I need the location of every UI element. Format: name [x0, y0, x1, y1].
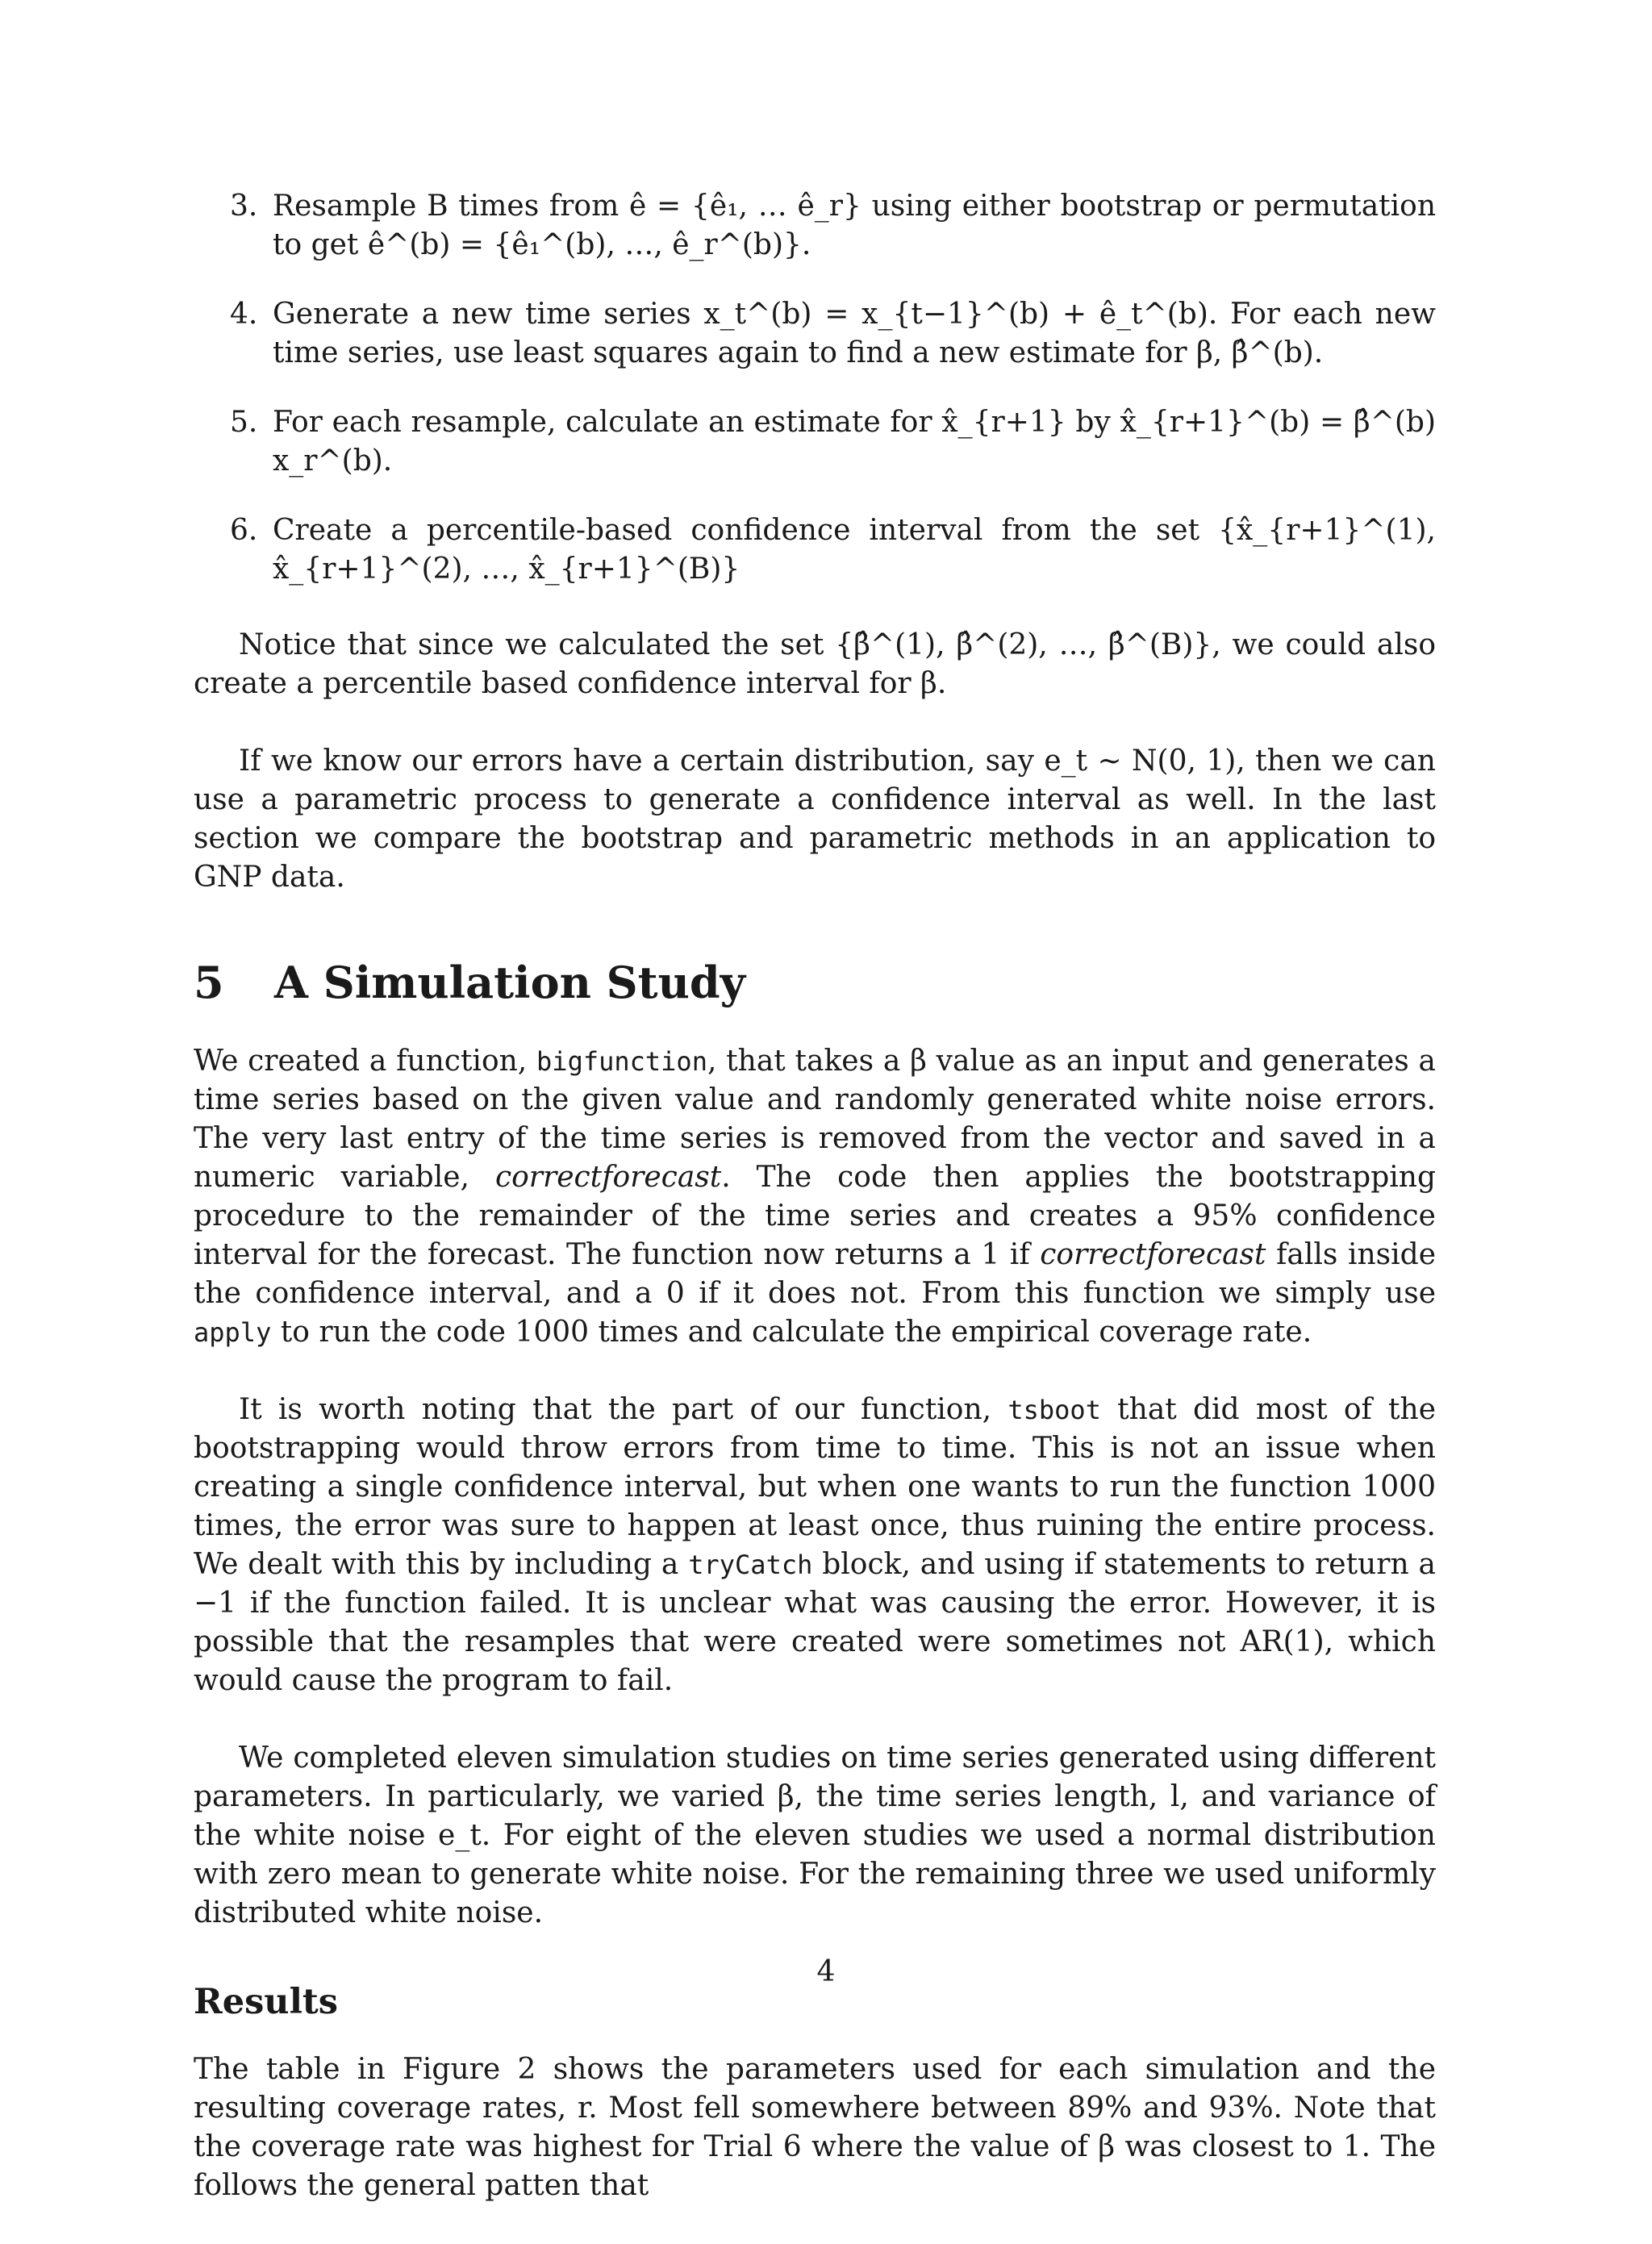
paragraph-results: The table in Figure 2 shows the parameters used for each simulation and the resulting coverage rates, r. Most fell somewhere between 89% and 93%. Note that the coverage rate was highest for Trial 6 where the value of β was closest to 1. The follows the general patten that [194, 2053, 1436, 2202]
subsection-heading: Results [194, 1982, 338, 2022]
text-run: We created a function, [194, 1045, 537, 1078]
list-item-number: 4. [230, 298, 258, 331]
list-item [194, 403, 1436, 481]
emph-correctforecast: correctforecast [494, 1161, 722, 1194]
code-tsboot: tsboot [1007, 1395, 1101, 1425]
text-run: block, and using if statements to return a −1 if the function failed. It is unclear what was causing the error. However, it is possible that the resamples that were created were sometimes not AR(1), which would cause the program to fail. [194, 1548, 1436, 1697]
page-number: 4 [816, 1955, 836, 1988]
text-run: , that takes a β value as an input and generates a time series based on the given value and randomly generated white noise errors. The very last entry of the time series is removed from the vector and saved in a numeric variable, [194, 1045, 1436, 1194]
text-run: falls inside the confidence interval, and a 0 if it does not. From this function we simply use [194, 1238, 1436, 1310]
section-number: 5 [194, 957, 224, 1008]
list-item-text: Resample B times from ê = {ê₁, … ê_r} using either bootstrap or permutation to get ê^(b) = {ê₁^(b), …, ê_r^(b)}. [273, 190, 1436, 261]
code-trycatch: tryCatch [688, 1550, 813, 1580]
code-apply: apply [194, 1317, 272, 1348]
paragraph-bigfunction [194, 1042, 1436, 1352]
list-item-number: 3. [230, 190, 258, 223]
list-item [194, 187, 1436, 265]
list-item-text: Generate a new time series x_t^(b) = x_{t−1}^(b) + ê_t^(b). For each new time series, use least squares again to find a new estimate for β, β̂^(b). [273, 298, 1436, 369]
text-run: . The code then applies the bootstrapping procedure to the remainder of the time series and creates a 95% confidence interval for the forecast. The function now returns a 1 if [194, 1161, 1436, 1271]
list-item-text: Create a percentile-based confidence interval from the set {x̂_{r+1}^(1), x̂_{r+1}^(2), …, x̂_{r+1}^(B)} [273, 514, 1436, 586]
section-title: A Simulation Study [274, 957, 745, 1008]
page-body [194, 187, 1436, 2244]
paragraph-tsboot [194, 1391, 1436, 1700]
text-run: that did most of the bootstrapping would throw errors from time to time. This is not an issue when creating a single confidence interval, but when one wants to run the function 1000 times, the error was sure to happen at least once, thus ruining the entire process. We dealt with this by including a [194, 1393, 1437, 1581]
list-item-number: 6. [230, 514, 258, 547]
list-item-text: For each resample, calculate an estimate for x̂_{r+1} by x̂_{r+1}^(b) = β̂^(b) x_r^(b). [273, 406, 1436, 478]
text-run: to run the code 1000 times and calculate the empirical coverage rate. [271, 1316, 1312, 1349]
paragraph-notice: Notice that since we calculated the set {β̂^(1), β̂^(2), …, β̂^(B)}, we could also create a percentile based confidence interval for β. [194, 628, 1436, 700]
paragraph-eleven-studies: We completed eleven simulation studies on time series generated using different parameters. In particularly, we varied β, the time series length, l, and variance of the white noise e_t. For eight of the eleven studies we used a normal distribution with zero mean to generate white noise. For the remaining three we used uniformly distributed white noise. [194, 1741, 1436, 1929]
emph-correctforecast: correctforecast [1040, 1238, 1266, 1271]
text-run: It is worth noting that the part of our function, [239, 1393, 1008, 1426]
list-item-number: 5. [230, 406, 258, 439]
procedure-list [194, 187, 1436, 589]
code-bigfunction: bigfunction [536, 1046, 707, 1077]
list-item [194, 511, 1436, 589]
section-heading [194, 957, 1436, 1008]
paragraph-parametric: If we know our errors have a certain distribution, say e_t ∼ N(0, 1), then we can use a parametric process to generate a confidence interval as well. In the last section we compare the bootstrap and parametric methods in an application to GNP data. [194, 745, 1436, 894]
list-item [194, 295, 1436, 373]
